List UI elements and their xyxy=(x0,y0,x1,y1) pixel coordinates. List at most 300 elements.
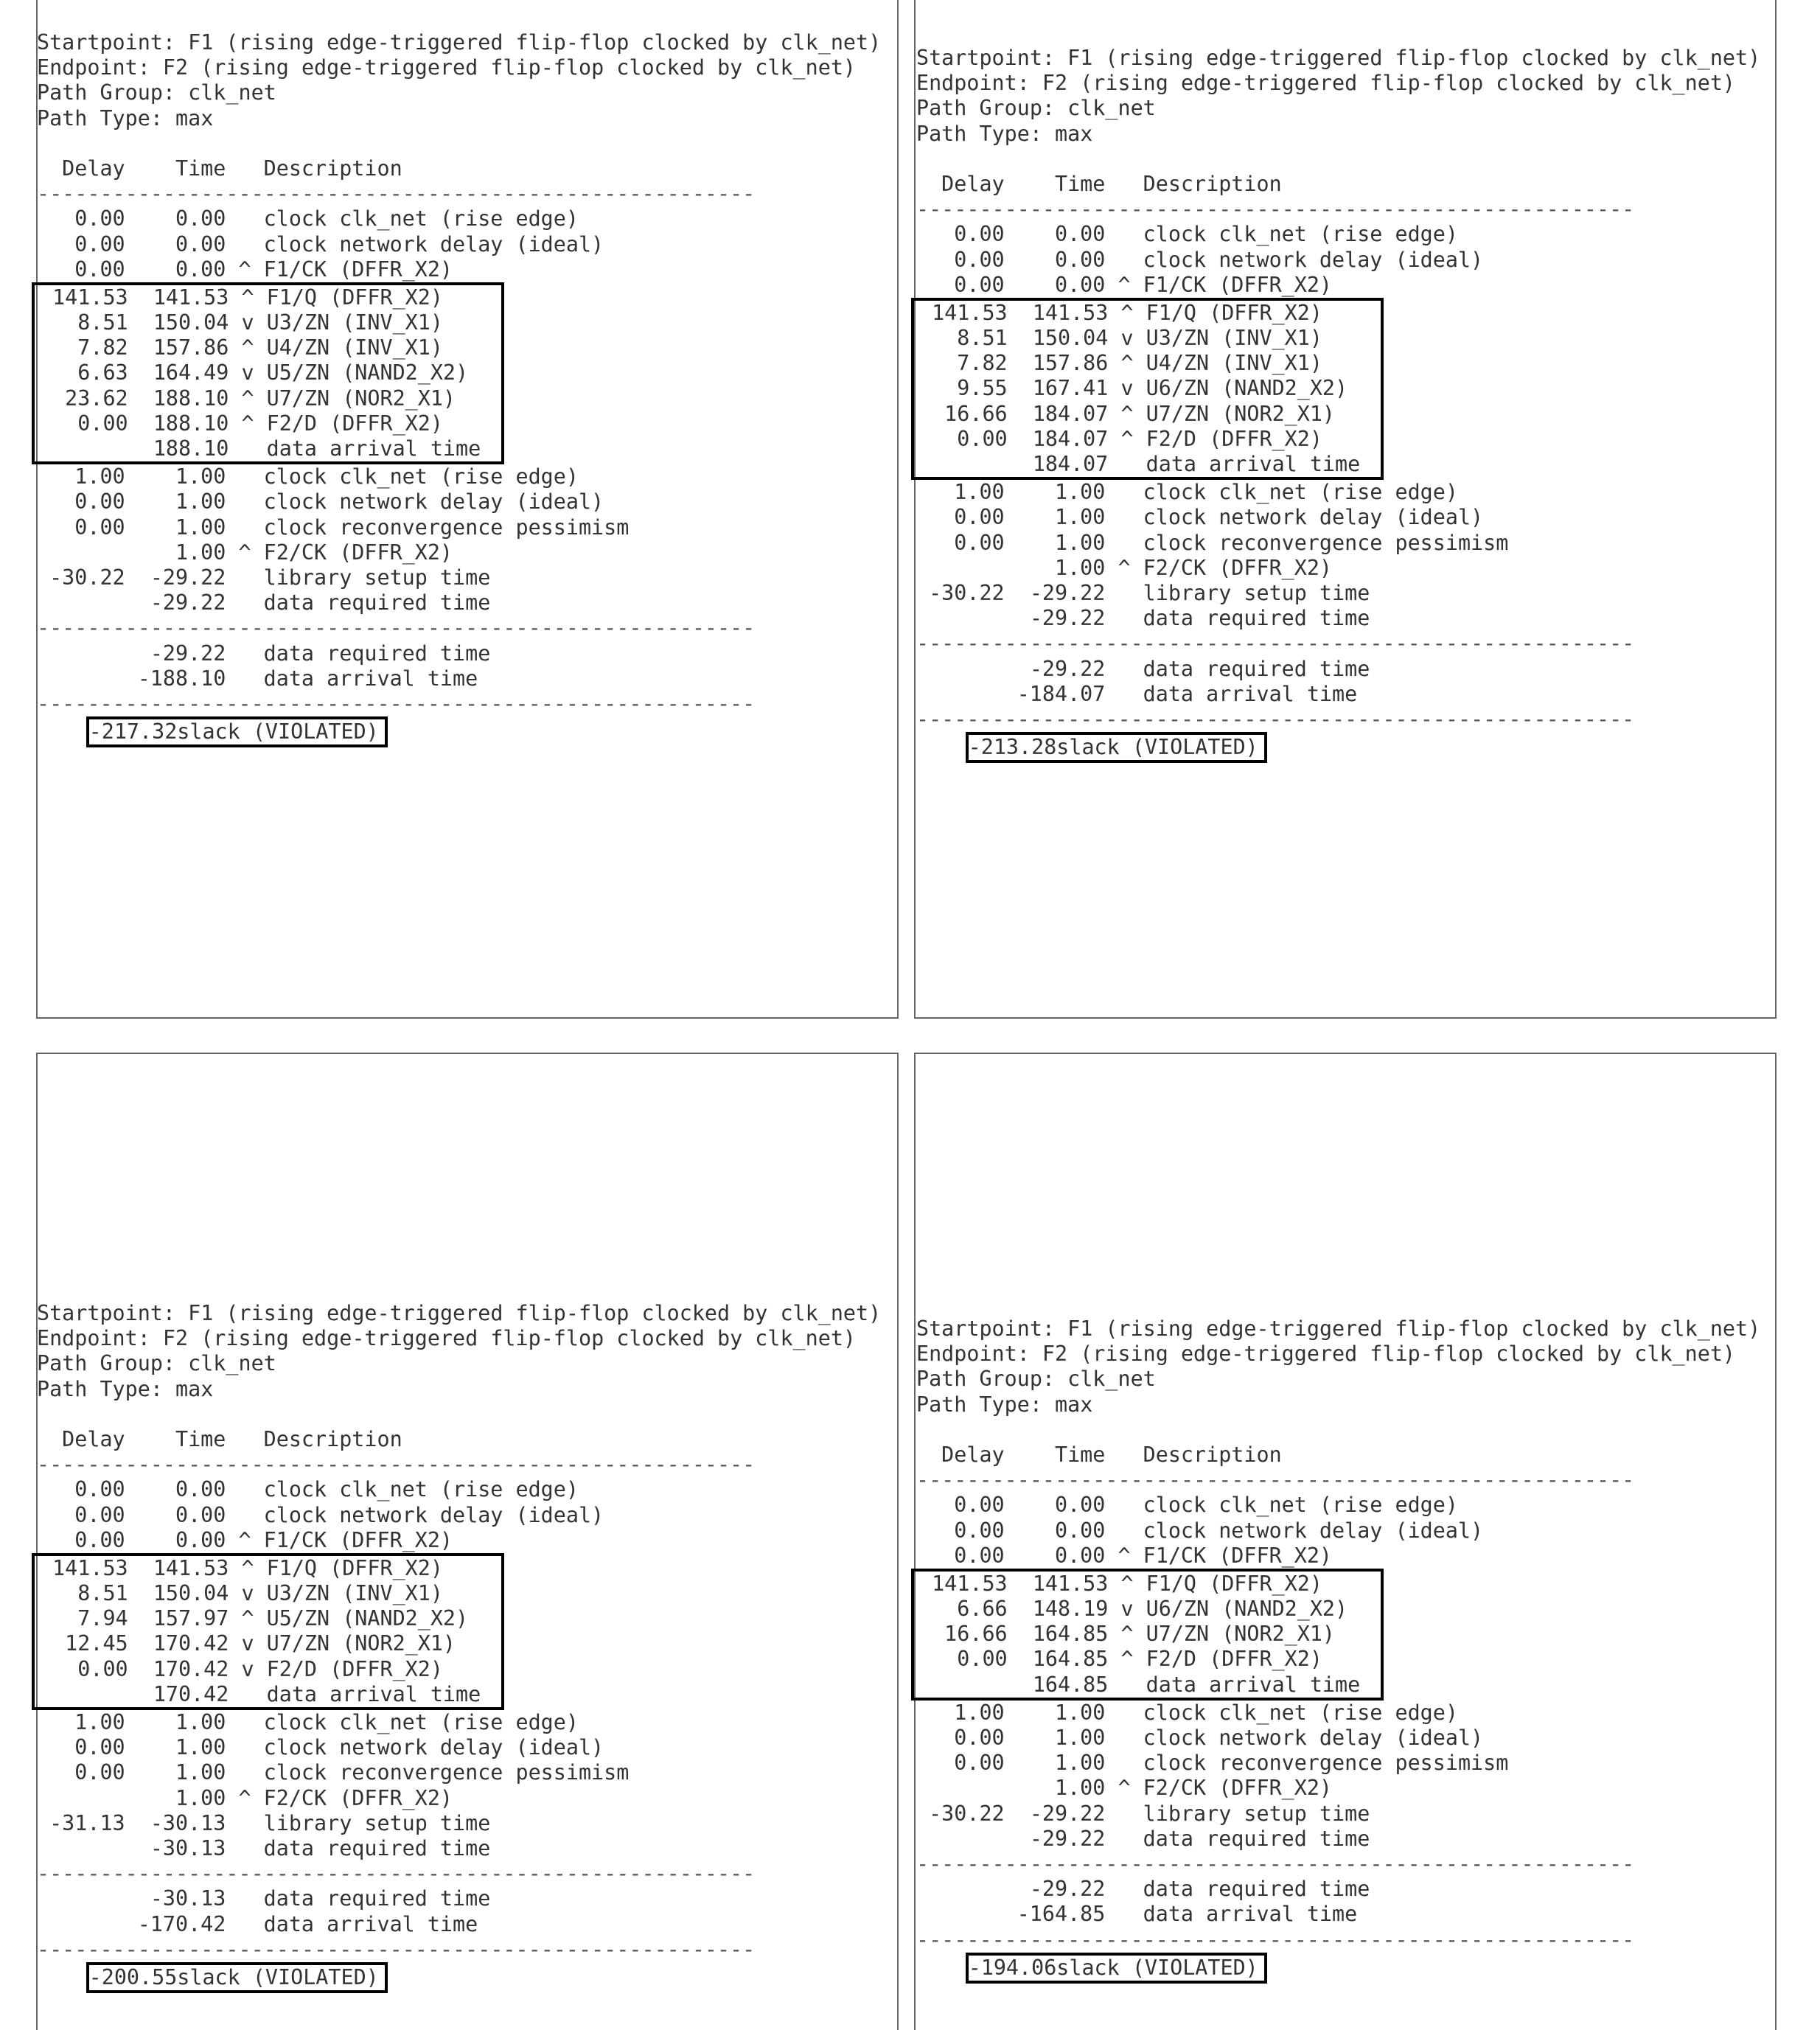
time-cell: 1.00 xyxy=(1055,530,1106,555)
description-cell: U4/ZN (INV_X1) xyxy=(266,335,443,360)
time-cell: 0.00 xyxy=(175,1477,226,1502)
delay-cell: 141.53 xyxy=(52,1555,128,1580)
time-cell: 1.00 xyxy=(1055,1776,1106,1801)
slack-value: -213.28 xyxy=(968,735,1057,760)
data-path-highlight-box xyxy=(32,282,504,464)
slack-label: slack (VIOLATED) xyxy=(1056,735,1258,760)
table-row xyxy=(916,273,1760,298)
delay-cell: 12.45 xyxy=(65,1631,128,1656)
slack-row xyxy=(916,732,1760,760)
description-cell: clock clk_net (rise edge) xyxy=(1143,222,1458,247)
time-cell: -29.22 xyxy=(150,641,226,666)
table-row xyxy=(916,1801,1760,1827)
description-cell: F2/CK (DFFR_X2) xyxy=(263,1785,453,1810)
description-header: Description xyxy=(263,1426,402,1451)
description-cell: clock reconvergence pessimism xyxy=(263,1760,630,1785)
description-cell: U6/ZN (NAND2_X2) xyxy=(1146,376,1348,401)
separator-line: --------------------------------------------------------- xyxy=(916,706,1635,731)
time-cell: 157.97 xyxy=(153,1606,229,1631)
edge-cell: ^ xyxy=(1120,426,1134,451)
description-cell: data required time xyxy=(263,641,491,666)
description-cell: data arrival time xyxy=(263,666,478,691)
edge-cell: v xyxy=(241,310,254,335)
delay-cell: 1.00 xyxy=(74,1710,125,1734)
delay-cell: 0.00 xyxy=(74,1527,125,1552)
edge-cell: v xyxy=(1120,1597,1134,1622)
time-cell: 0.00 xyxy=(1055,272,1106,297)
delay-cell: 0.00 xyxy=(954,505,1005,530)
time-cell: 0.00 xyxy=(175,1527,226,1552)
description-cell: F1/CK (DFFR_X2) xyxy=(1143,272,1333,297)
separator-line: --------------------------------------------------------- xyxy=(916,197,1635,222)
delay-cell: 8.51 xyxy=(957,326,1008,351)
time-cell: 141.53 xyxy=(153,285,229,310)
edge-cell: ^ xyxy=(238,1785,251,1810)
separator-line: --------------------------------------------------------- xyxy=(916,1927,1635,1952)
description-cell: clock clk_net (rise edge) xyxy=(263,1477,579,1502)
table-row xyxy=(37,590,881,615)
description-cell: clock network delay (ideal) xyxy=(263,1735,604,1760)
delay-header: Delay xyxy=(62,1426,125,1451)
column-header xyxy=(916,172,1760,197)
description-cell: clock clk_net (rise edge) xyxy=(1143,1700,1458,1725)
edge-cell: v xyxy=(1120,326,1134,351)
delay-cell: 0.00 xyxy=(954,272,1005,297)
edge-cell: v xyxy=(241,1656,254,1681)
table-row xyxy=(37,540,881,565)
table-row xyxy=(40,335,501,360)
description-cell: data arrival time xyxy=(266,436,481,461)
delay-cell: 7.94 xyxy=(77,1606,128,1631)
edge-cell: ^ xyxy=(241,285,254,310)
description-cell: U3/ZN (INV_X1) xyxy=(1146,326,1322,351)
time-cell: 1.00 xyxy=(1055,555,1106,580)
time-cell: 1.00 xyxy=(1055,505,1106,530)
delay-cell: 0.00 xyxy=(77,411,128,436)
delay-cell: 0.00 xyxy=(954,530,1005,555)
description-cell: data arrival time xyxy=(1143,681,1358,706)
time-cell: 164.85 xyxy=(1032,1672,1109,1697)
delay-cell: 1.00 xyxy=(74,464,125,489)
time-cell: -188.10 xyxy=(137,666,226,691)
table-row xyxy=(37,641,881,666)
time-cell: 188.10 xyxy=(153,436,229,461)
time-cell: 1.00 xyxy=(175,464,226,489)
table-row xyxy=(40,360,501,386)
time-cell: 141.53 xyxy=(1032,300,1109,325)
table-row xyxy=(40,436,501,461)
time-cell: 1.00 xyxy=(175,540,226,565)
blank-line xyxy=(37,1402,881,1427)
table-row xyxy=(919,427,1381,452)
description-cell: U7/ZN (NOR2_X1) xyxy=(1146,1622,1336,1647)
slack-highlight-box xyxy=(86,716,388,747)
description-cell: data arrival time xyxy=(1146,1672,1361,1697)
path-type-line: Path Type: max xyxy=(916,1392,1093,1417)
time-cell: 1.00 xyxy=(1055,1700,1106,1725)
time-cell: 1.00 xyxy=(175,489,226,515)
separator-line: --------------------------------------------------------- xyxy=(37,1452,756,1477)
table-row xyxy=(40,1682,501,1707)
startpoint-line: Startpoint: F1 (rising edge-triggered flip-flop clocked by clk_net) xyxy=(37,30,882,55)
edge-cell: ^ xyxy=(1120,1622,1134,1647)
description-cell: clock network delay (ideal) xyxy=(1143,505,1484,530)
time-cell: 0.00 xyxy=(175,206,226,231)
description-cell: clock reconvergence pessimism xyxy=(1143,1751,1509,1776)
separator-line: --------------------------------------------------------- xyxy=(37,1861,756,1886)
slack-label: slack (VIOLATED) xyxy=(1056,1955,1258,1980)
description-header: Description xyxy=(1143,171,1282,196)
path-group-line: Path Group: clk_net xyxy=(37,1351,276,1376)
separator-line: --------------------------------------------------------- xyxy=(37,691,756,716)
separator-line: --------------------------------------------------------- xyxy=(916,631,1635,656)
time-cell: 0.00 xyxy=(1055,222,1106,247)
edge-cell: ^ xyxy=(241,411,254,436)
table-row xyxy=(40,1581,501,1606)
table-row xyxy=(37,1528,881,1553)
edge-cell: ^ xyxy=(238,257,251,282)
delay-cell: 0.00 xyxy=(954,222,1005,247)
edge-cell: ^ xyxy=(1118,1776,1131,1801)
delay-cell: 0.00 xyxy=(74,1760,125,1785)
table-row xyxy=(916,248,1760,273)
table-row xyxy=(37,1735,881,1760)
description-cell: data arrival time xyxy=(266,1681,481,1706)
time-cell: -164.85 xyxy=(1017,1902,1106,1927)
description-cell: data required time xyxy=(1143,1877,1370,1902)
table-row xyxy=(37,1886,881,1911)
delay-cell: 6.66 xyxy=(957,1597,1008,1622)
table-row xyxy=(37,515,881,540)
description-cell: clock clk_net (rise edge) xyxy=(263,464,579,489)
time-cell: 0.00 xyxy=(1055,1518,1106,1543)
edge-cell: ^ xyxy=(1120,1571,1134,1596)
delay-cell: 0.00 xyxy=(957,426,1008,451)
table-row xyxy=(919,1673,1381,1698)
description-cell: U5/ZN (NAND2_X2) xyxy=(266,360,469,386)
description-cell: F1/CK (DFFR_X2) xyxy=(263,1527,453,1552)
separator-line: --------------------------------------------------------- xyxy=(37,615,756,641)
delay-cell: 141.53 xyxy=(932,300,1008,325)
time-cell: -170.42 xyxy=(137,1911,226,1936)
description-cell: library setup time xyxy=(263,1810,491,1835)
table-row xyxy=(919,1597,1381,1622)
path-group-line: Path Group: clk_net xyxy=(916,1367,1156,1392)
table-row xyxy=(916,531,1760,556)
description-cell: F1/Q (DFFR_X2) xyxy=(1146,1571,1322,1596)
description-cell: U7/ZN (NOR2_X1) xyxy=(1146,401,1336,426)
table-row xyxy=(40,411,501,436)
time-cell: 170.42 xyxy=(153,1681,229,1706)
edge-cell: ^ xyxy=(241,1606,254,1631)
time-cell: -30.13 xyxy=(150,1810,226,1835)
description-cell: clock network delay (ideal) xyxy=(263,1502,604,1527)
blank-line xyxy=(916,147,1760,172)
table-row xyxy=(37,1912,881,1937)
delay-cell: 0.00 xyxy=(74,1735,125,1760)
table-row xyxy=(916,1544,1760,1569)
delay-cell: 0.00 xyxy=(954,1726,1005,1750)
time-cell: 1.00 xyxy=(175,1735,226,1760)
time-cell: -30.13 xyxy=(150,1835,226,1860)
table-row xyxy=(37,489,881,515)
description-cell: F2/D (DFFR_X2) xyxy=(1146,1647,1322,1672)
table-row xyxy=(916,1518,1760,1544)
edge-cell: ^ xyxy=(1120,300,1134,325)
startpoint-line: Startpoint: F1 (rising edge-triggered flip-flop clocked by clk_net) xyxy=(916,1316,1761,1341)
separator-line: --------------------------------------------------------- xyxy=(37,181,756,206)
slack-row xyxy=(37,716,881,742)
slack-label: slack (VIOLATED) xyxy=(177,719,379,744)
description-cell: clock network delay (ideal) xyxy=(1143,1726,1484,1750)
time-cell: 157.86 xyxy=(153,335,229,360)
description-cell: F2/D (DFFR_X2) xyxy=(266,1656,443,1681)
description-cell: data required time xyxy=(1143,656,1370,681)
table-row xyxy=(37,1836,881,1861)
table-row xyxy=(37,1786,881,1811)
edge-cell: v xyxy=(241,1631,254,1656)
description-cell: F2/CK (DFFR_X2) xyxy=(263,540,453,565)
delay-cell: 0.00 xyxy=(74,206,125,231)
delay-cell: 23.62 xyxy=(65,386,128,411)
description-cell: F2/D (DFFR_X2) xyxy=(266,411,443,436)
table-row xyxy=(916,1877,1760,1902)
edge-cell: v xyxy=(241,360,254,386)
delay-header: Delay xyxy=(941,171,1005,196)
description-cell: data arrival time xyxy=(263,1911,478,1936)
description-cell: library setup time xyxy=(1143,580,1370,605)
time-header: Time xyxy=(1055,171,1106,196)
table-row xyxy=(916,1493,1760,1518)
timing-report-2 xyxy=(916,46,1761,760)
table-row xyxy=(916,1902,1760,1927)
delay-cell: 141.53 xyxy=(52,285,128,310)
data-path-highlight-box xyxy=(911,298,1384,480)
table-row xyxy=(919,402,1381,427)
table-row xyxy=(916,606,1760,631)
slack-value: -217.32 xyxy=(88,719,178,744)
time-cell: 1.00 xyxy=(1055,1751,1106,1776)
time-cell: 164.49 xyxy=(153,360,229,386)
time-cell: 157.86 xyxy=(1032,351,1109,376)
edge-cell: ^ xyxy=(1120,351,1134,376)
time-cell: 167.41 xyxy=(1032,376,1109,401)
delay-cell: 16.66 xyxy=(944,1622,1008,1647)
edge-cell: ^ xyxy=(1118,272,1131,297)
description-cell: clock network delay (ideal) xyxy=(1143,247,1484,272)
separator-line: --------------------------------------------------------- xyxy=(916,1468,1635,1493)
data-path-highlight-box xyxy=(911,1569,1384,1701)
table-row xyxy=(916,682,1760,707)
delay-cell: 141.53 xyxy=(932,1571,1008,1596)
description-cell: U4/ZN (INV_X1) xyxy=(1146,351,1322,376)
delay-cell: 0.00 xyxy=(954,1493,1005,1518)
table-row xyxy=(37,1760,881,1785)
table-row xyxy=(916,1776,1760,1801)
table-row xyxy=(919,376,1381,401)
time-cell: 1.00 xyxy=(175,515,226,540)
table-row xyxy=(916,505,1760,530)
time-cell: 164.85 xyxy=(1032,1647,1109,1672)
edge-cell: ^ xyxy=(241,335,254,360)
edge-cell: v xyxy=(1120,376,1134,401)
description-cell: data required time xyxy=(263,1835,491,1860)
time-cell: 188.10 xyxy=(153,386,229,411)
time-cell: -29.22 xyxy=(1029,656,1106,681)
table-row xyxy=(37,1710,881,1735)
slack-highlight-box xyxy=(86,1962,388,1993)
data-path-highlight-box xyxy=(32,1553,504,1710)
table-row xyxy=(37,666,881,691)
description-cell: F1/CK (DFFR_X2) xyxy=(1143,1543,1333,1568)
description-cell: F1/Q (DFFR_X2) xyxy=(1146,300,1322,325)
edge-cell: ^ xyxy=(238,540,251,565)
time-header: Time xyxy=(175,1426,226,1451)
table-row xyxy=(37,257,881,282)
table-row xyxy=(916,556,1760,581)
delay-cell: -30.22 xyxy=(49,565,125,590)
table-row xyxy=(40,1556,501,1581)
table-row xyxy=(37,206,881,231)
description-cell: clock clk_net (rise edge) xyxy=(263,206,579,231)
time-cell: 0.00 xyxy=(1055,1543,1106,1568)
endpoint-line: Endpoint: F2 (rising edge-triggered flip-flop clocked by clk_net) xyxy=(37,1326,857,1351)
time-cell: 141.53 xyxy=(153,1555,229,1580)
edge-cell: v xyxy=(241,1581,254,1606)
column-header xyxy=(37,156,881,181)
delay-cell: 0.00 xyxy=(74,489,125,515)
endpoint-line: Endpoint: F2 (rising edge-triggered flip-flop clocked by clk_net) xyxy=(916,71,1736,96)
delay-cell: 0.00 xyxy=(954,1543,1005,1568)
time-cell: 188.10 xyxy=(153,411,229,436)
time-cell: -30.13 xyxy=(150,1886,226,1911)
time-cell: 1.00 xyxy=(1055,1726,1106,1750)
description-cell: F1/Q (DFFR_X2) xyxy=(266,285,443,310)
delay-cell: 8.51 xyxy=(77,1581,128,1606)
edge-cell: ^ xyxy=(241,386,254,411)
description-cell: clock network delay (ideal) xyxy=(1143,1518,1484,1543)
delay-cell: 16.66 xyxy=(944,401,1008,426)
path-group-line: Path Group: clk_net xyxy=(37,80,276,105)
slack-row xyxy=(37,1962,881,1987)
time-cell: 150.04 xyxy=(153,1581,229,1606)
table-row xyxy=(916,581,1760,606)
description-cell: clock network delay (ideal) xyxy=(263,489,604,515)
edge-cell: ^ xyxy=(1120,401,1134,426)
table-row xyxy=(37,565,881,590)
delay-cell: 6.63 xyxy=(77,360,128,386)
delay-cell: 0.00 xyxy=(954,1518,1005,1543)
table-row xyxy=(40,1606,501,1631)
description-cell: library setup time xyxy=(263,565,491,590)
time-cell: 0.00 xyxy=(1055,1493,1106,1518)
time-cell: 150.04 xyxy=(153,310,229,335)
path-type-line: Path Type: max xyxy=(916,121,1093,146)
time-cell: 170.42 xyxy=(153,1656,229,1681)
description-cell: F2/D (DFFR_X2) xyxy=(1146,426,1322,451)
table-row xyxy=(919,301,1381,326)
separator-line: --------------------------------------------------------- xyxy=(37,1936,756,1961)
time-cell: 184.07 xyxy=(1032,452,1109,476)
time-cell: 164.85 xyxy=(1032,1622,1109,1647)
description-cell: U3/ZN (INV_X1) xyxy=(266,1581,443,1606)
time-cell: -29.22 xyxy=(150,565,226,590)
delay-cell: 0.00 xyxy=(74,257,125,282)
description-cell: clock clk_net (rise edge) xyxy=(1143,480,1458,505)
timing-report-4 xyxy=(916,1316,1760,1978)
slack-highlight-box xyxy=(966,732,1268,763)
delay-cell: 1.00 xyxy=(954,1700,1005,1725)
description-cell: F1/CK (DFFR_X2) xyxy=(263,257,453,282)
time-cell: 1.00 xyxy=(175,1760,226,1785)
description-cell: clock reconvergence pessimism xyxy=(263,515,630,540)
table-row xyxy=(37,464,881,489)
table-row xyxy=(919,1647,1381,1672)
description-cell: clock network delay (ideal) xyxy=(263,231,604,257)
description-cell: data required time xyxy=(1143,1826,1370,1851)
table-row xyxy=(916,1726,1760,1751)
slack-value: -200.55 xyxy=(88,1964,178,1989)
delay-cell: 0.00 xyxy=(954,247,1005,272)
description-cell: data required time xyxy=(263,1886,491,1911)
delay-cell: 0.00 xyxy=(77,1656,128,1681)
blank-line xyxy=(916,1417,1760,1443)
description-cell: clock reconvergence pessimism xyxy=(1143,530,1509,555)
delay-cell: 0.00 xyxy=(954,1751,1005,1776)
edge-cell: ^ xyxy=(1120,1647,1134,1672)
description-cell: clock clk_net (rise edge) xyxy=(263,1710,579,1734)
description-cell: data arrival time xyxy=(1146,452,1361,476)
time-cell: -29.22 xyxy=(150,590,226,615)
delay-header: Delay xyxy=(62,156,125,181)
time-cell: 1.00 xyxy=(1055,480,1106,505)
endpoint-line: Endpoint: F2 (rising edge-triggered flip-flop clocked by clk_net) xyxy=(37,55,857,80)
endpoint-line: Endpoint: F2 (rising edge-triggered flip-flop clocked by clk_net) xyxy=(916,1342,1736,1367)
path-type-line: Path Type: max xyxy=(37,1376,214,1401)
table-row xyxy=(916,1701,1760,1726)
time-cell: -29.22 xyxy=(1029,1877,1106,1902)
time-cell: 184.07 xyxy=(1032,426,1109,451)
description-cell: data required time xyxy=(1143,606,1370,631)
delay-cell: 0.00 xyxy=(74,1477,125,1502)
startpoint-line: Startpoint: F1 (rising edge-triggered flip-flop clocked by clk_net) xyxy=(37,1301,882,1325)
delay-cell: -31.13 xyxy=(49,1810,125,1835)
time-cell: 0.00 xyxy=(1055,247,1106,272)
time-header: Time xyxy=(175,156,226,181)
description-cell: U7/ZN (NOR2_X1) xyxy=(266,386,456,411)
table-row xyxy=(40,310,501,335)
time-cell: -29.22 xyxy=(1029,580,1106,605)
delay-cell: -30.22 xyxy=(929,580,1005,605)
delay-cell: 0.00 xyxy=(74,1502,125,1527)
table-row xyxy=(37,1503,881,1528)
description-header: Description xyxy=(1143,1442,1282,1467)
slack-row xyxy=(916,1953,1760,1978)
table-row xyxy=(40,1631,501,1656)
table-row xyxy=(916,1751,1760,1776)
table-row xyxy=(919,1572,1381,1597)
time-cell: -29.22 xyxy=(1029,606,1106,631)
blank-line xyxy=(37,131,881,156)
time-cell: 141.53 xyxy=(1032,1571,1109,1596)
table-row xyxy=(40,386,501,411)
edge-cell: ^ xyxy=(1118,1543,1131,1568)
time-cell: -29.22 xyxy=(1029,1801,1106,1826)
timing-report-1 xyxy=(37,30,881,742)
slack-label: slack (VIOLATED) xyxy=(177,1964,379,1989)
edge-cell: ^ xyxy=(1118,555,1131,580)
path-group-line: Path Group: clk_net xyxy=(916,96,1156,121)
